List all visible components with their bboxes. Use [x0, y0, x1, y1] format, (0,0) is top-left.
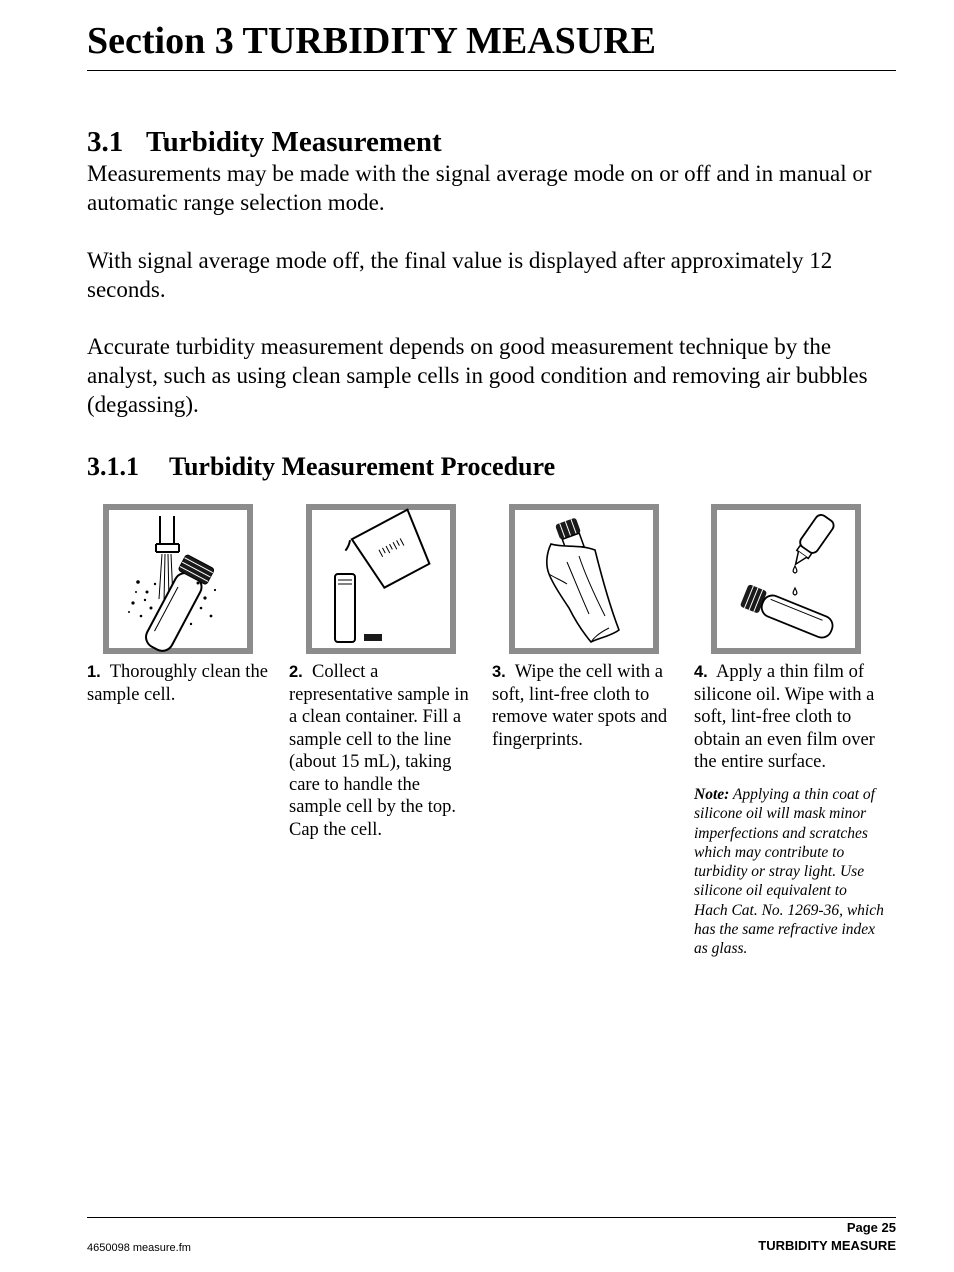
section-title: Section 3 TURBIDITY MEASURE — [87, 20, 657, 62]
subsection-heading-text: Turbidity Measurement Procedure — [169, 452, 556, 481]
step-1-figure — [103, 504, 253, 654]
step-1-text — [87, 661, 272, 706]
section-heading-text: Turbidity Measurement — [146, 126, 442, 158]
section-number: 3.1 — [87, 126, 124, 158]
step-3-figure — [509, 504, 659, 654]
step-description: Collect a representative sample in a clean container. Fill a sample cell to the line (about 15 mL), taking care to handle the sample cell by the top. Cap the cell. — [289, 662, 469, 840]
footer-title: TURBIDITY MEASURE — [758, 1238, 896, 1253]
note-label: Note: — [694, 786, 730, 803]
signal-average-paragraph: With signal average mode off, the final value is displayed after approximately 12 seconds. — [87, 248, 833, 302]
silicone-oil-note — [694, 785, 884, 959]
header-rule — [87, 70, 896, 71]
step-number: 3. — [492, 663, 506, 681]
pour-sample-icon — [306, 504, 456, 654]
step-number: 2. — [289, 663, 303, 681]
silicone-oil-drop-icon — [711, 504, 861, 654]
page-number: Page 25 — [846, 1220, 896, 1235]
step-4-text — [694, 661, 879, 774]
step-4-figure — [711, 504, 861, 654]
wipe-cell-cloth-icon — [509, 504, 659, 654]
section-heading — [87, 124, 442, 160]
technique-paragraph: Accurate turbidity measurement depends on good measurement technique by the analyst, such as using clean sample cells in good condition and removing air bubbles (degassing). — [87, 334, 868, 417]
footer-filename: 4650098 measure.fm — [87, 1242, 191, 1254]
intro-paragraph: Measurements may be made with the signal average mode on or off and in manual or automatic range selection mode. — [87, 161, 872, 215]
step-description: Thoroughly clean the sample cell. — [87, 662, 268, 705]
subsection-heading — [87, 451, 555, 483]
step-2-figure — [306, 504, 456, 654]
step-2-text — [289, 661, 474, 841]
step-description: Apply a thin film of silicone oil. Wipe with a soft, lint-free cloth to obtain an even film over the entire surface. — [694, 662, 875, 772]
rinse-sample-cell-icon — [103, 504, 253, 654]
subsection-number: 3.1.1 — [87, 452, 139, 481]
step-description: Wipe the cell with a soft, lint-free cloth to remove water spots and fingerprints. — [492, 662, 668, 750]
step-number: 4. — [694, 663, 708, 681]
step-3-text — [492, 661, 677, 751]
footer-rule — [87, 1217, 896, 1218]
note-text: Applying a thin coat of silicone oil will mask minor imperfections and scratches which may contribute to turbidity or stray light. Use silicone oil equivalent to Hach Cat. No. 1269-36, which has the same refractive index as glass. — [694, 786, 884, 958]
step-number: 1. — [87, 663, 101, 681]
